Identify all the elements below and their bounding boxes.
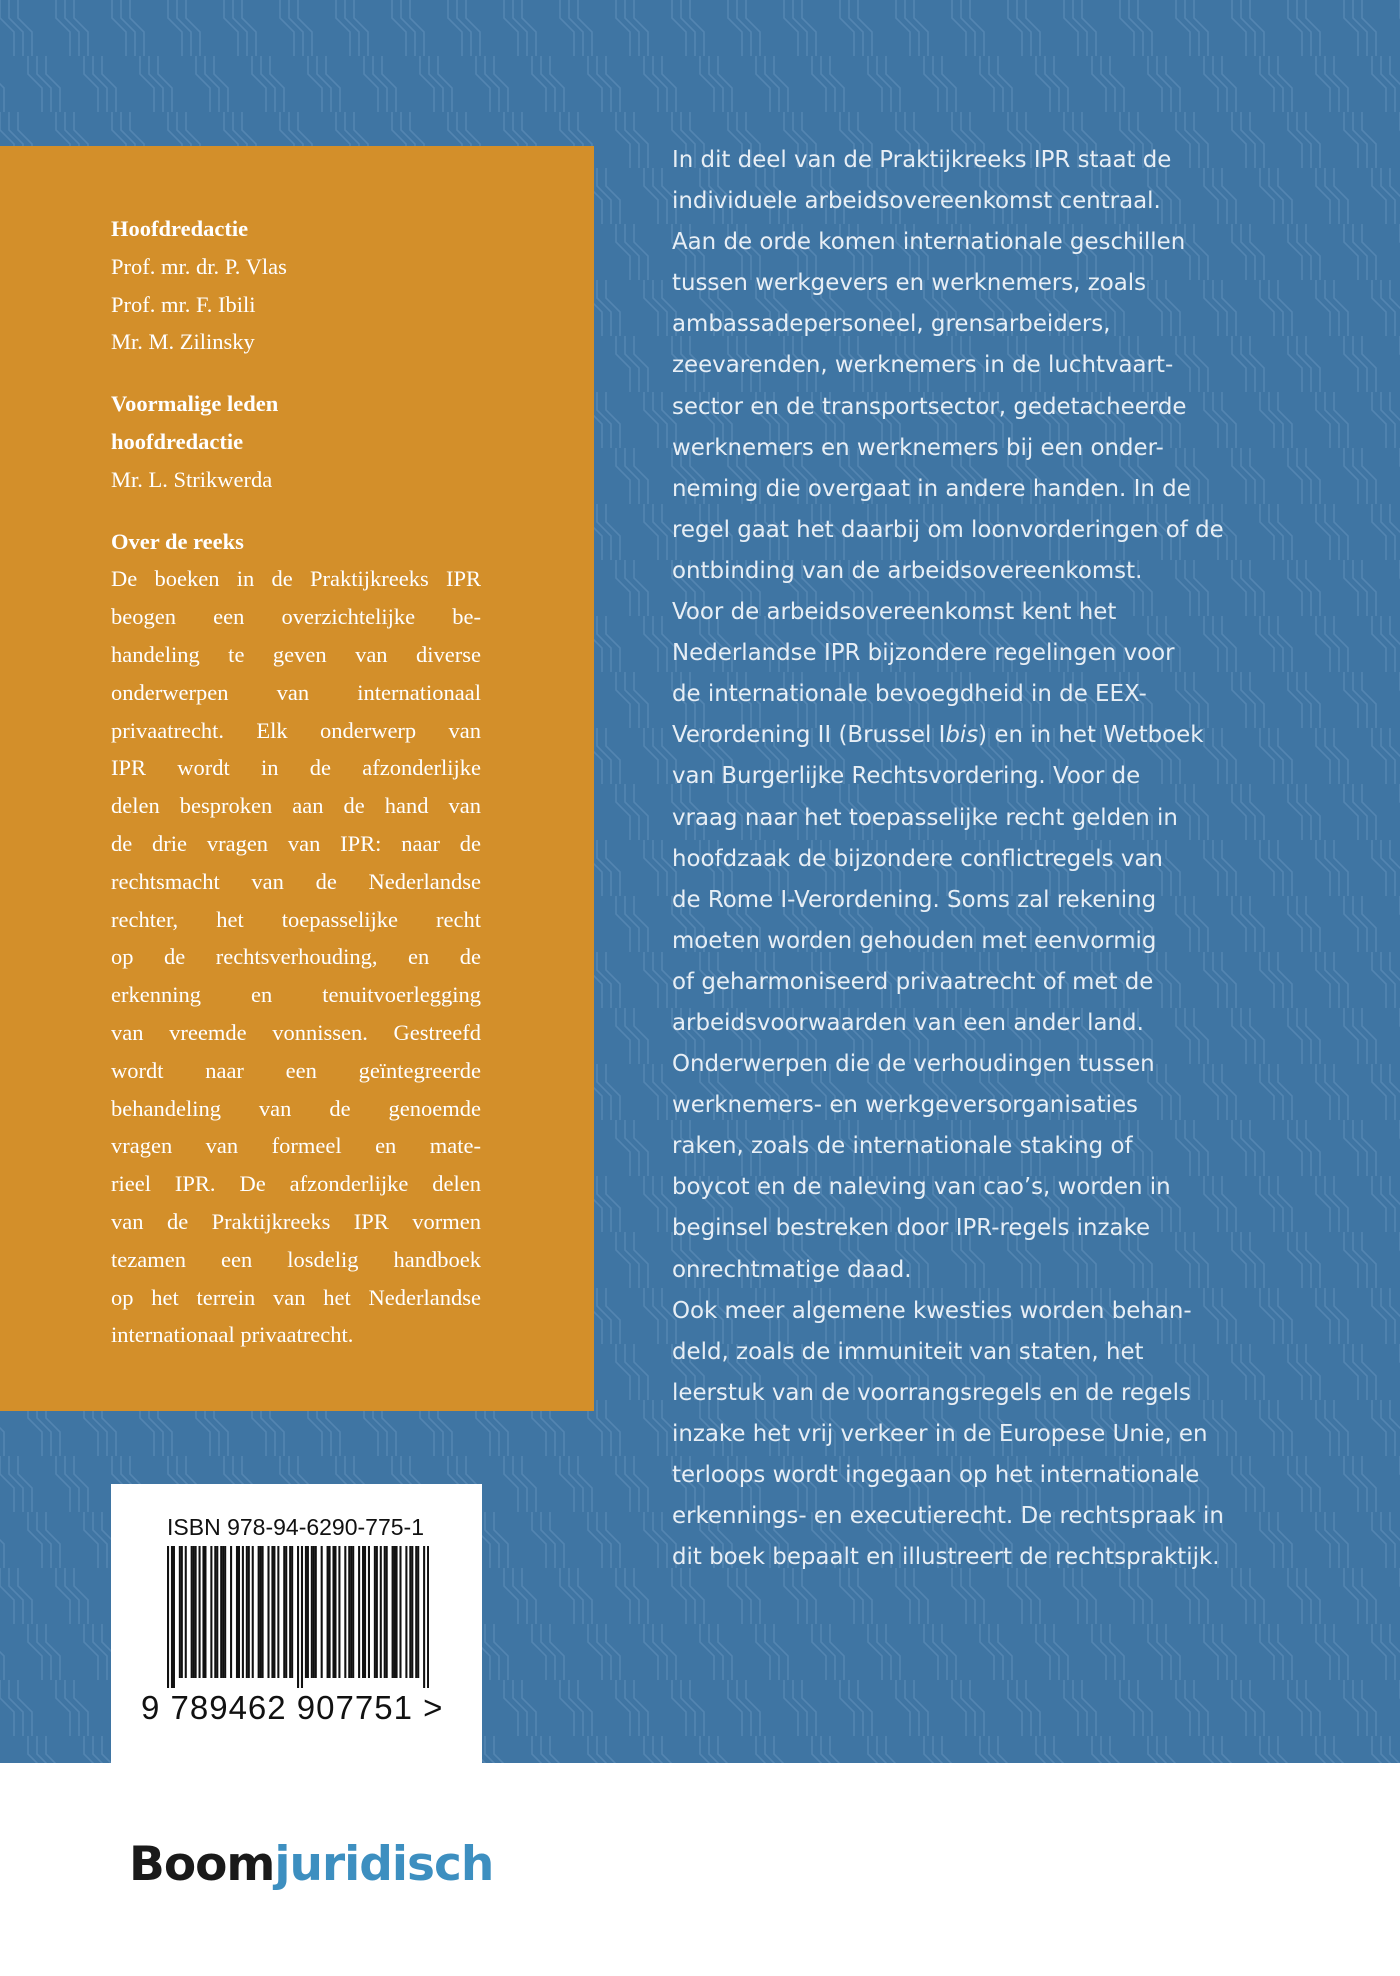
blurb-brussel-after: ) en in het Wetboek — [978, 722, 1204, 749]
blurb-line: moeten worden gehouden met eenvormig — [672, 927, 1157, 954]
publisher-logo — [129, 1837, 493, 1892]
publisher-logo-part2: juridisch — [274, 1837, 494, 1892]
editor-name: Prof. mr. F. Ibili — [111, 291, 256, 317]
blurb-line: ambassadepersoneel, grensarbeiders, — [672, 311, 1111, 338]
blurb-line: Ook meer algemene kwesties worden behan- — [672, 1297, 1192, 1324]
barcode-box — [111, 1484, 482, 1763]
publisher-logo-part1: Boom — [129, 1837, 275, 1892]
blurb-line: Onderwerpen die de verhoudingen tussen — [672, 1051, 1155, 1078]
blurb-line — [672, 715, 1312, 756]
series-line: vragen van formeel en mate- — [111, 1133, 481, 1159]
series-line: delen besproken aan de hand van — [111, 793, 481, 819]
blurb-line: onrechtmatige daad. — [672, 1256, 912, 1283]
editors-heading: Hoofdredactie — [111, 216, 249, 241]
former-member-name: Mr. L. Strikwerda — [111, 466, 273, 492]
blurb-line: sector en de transportsector, gedetacheerde — [672, 393, 1187, 420]
blurb-text — [672, 140, 1312, 1578]
series-line: IPR wordt in de afzonderlijke — [111, 755, 481, 781]
blurb-line: deld, zoals de immuniteit van staten, het — [672, 1338, 1144, 1365]
blurb-line: werknemers- en werkgeversorganisaties — [672, 1092, 1138, 1119]
series-line: behandeling van de genoemde — [111, 1095, 481, 1121]
series-section — [111, 523, 481, 1355]
series-line: rechtsmacht van de Nederlandse — [111, 868, 481, 894]
blurb-line: Aan de orde komen internationale geschillen — [672, 229, 1186, 256]
series-line: op het terrein van het Nederlandse — [111, 1284, 481, 1310]
series-line: beogen een overzichtelijke be- — [111, 604, 481, 630]
blurb-line: Voor de arbeidsovereenkomst kent het — [672, 599, 1117, 626]
blurb-line: de internationale bevoegdheid in de EEX- — [672, 681, 1147, 708]
former-heading-line: Voormalige leden — [111, 391, 279, 417]
series-description — [111, 560, 481, 1354]
blurb-line: erkennings- en executierecht. De rechtspraak in — [672, 1503, 1224, 1530]
series-line: rieel IPR. De afzonderlijke delen — [111, 1171, 481, 1197]
blurb-line: boycot en de naleving van cao’s, worden in — [672, 1174, 1171, 1201]
blurb-line: dit boek bepaalt en illustreert de rechtspraktijk. — [672, 1544, 1220, 1571]
series-line: op de rechtsverhouding, en de — [111, 944, 481, 970]
editorial-panel — [0, 146, 594, 1411]
editor-name: Prof. mr. dr. P. Vlas — [111, 253, 287, 279]
blurb-brussel-before: Verordening II (Brussel I — [672, 722, 946, 749]
series-line: tezamen een losdelig handboek — [111, 1246, 481, 1272]
blurb-line: arbeidsvoorwaarden van een ander land. — [672, 1009, 1144, 1036]
series-line: internationaal privaatrecht. — [111, 1322, 354, 1348]
blurb-line: hoofdzaak de bijzondere conflictregels van — [672, 845, 1163, 872]
series-line: erkenning en tenuitvoerlegging — [111, 982, 481, 1008]
blurb-line: individuele arbeidsovereenkomst centraal. — [672, 188, 1161, 215]
series-line: wordt naar een geïntegreerde — [111, 1057, 481, 1083]
blurb-line: zeevarenden, werknemers in de luchtvaart- — [672, 352, 1174, 379]
series-line: van vreemde vonnissen. Gestreefd — [111, 1019, 481, 1045]
series-line: onderwerpen van internationaal — [111, 679, 481, 705]
series-line: de drie vragen van IPR: naar de — [111, 830, 481, 856]
series-heading: Over de reeks — [111, 528, 244, 554]
blurb-line: regel gaat het daarbij om loonvorderingen of de — [672, 516, 1224, 543]
blurb-line: Nederlandse IPR bijzondere regelingen voor — [672, 640, 1175, 667]
series-line: privaatrecht. Elk onderwerp van — [111, 717, 481, 743]
blurb-part-1 — [672, 140, 1312, 715]
blurb-line: terloops wordt ingegaan op het internationale — [672, 1462, 1200, 1488]
editors-section — [111, 210, 481, 361]
former-heading-line: hoofdredactie — [111, 428, 244, 454]
blurb-line: raken, zoals de internationale staking of — [672, 1133, 1133, 1160]
editorial-content — [111, 210, 481, 1378]
blurb-line: van Burgerlijke Rechtsvordering. Voor de — [672, 763, 1141, 790]
former-members-heading — [111, 385, 481, 461]
blurb-line: beginsel bestreken door IPR-regels inzake — [672, 1215, 1151, 1242]
series-line: handeling te geven van diverse — [111, 641, 481, 667]
blurb-line: tussen werkgevers en werknemers, zoals — [672, 270, 1147, 297]
blurb-line: inzake het vrij verkeer in de Europese Unie, en — [672, 1420, 1208, 1447]
blurb-line: ontbinding van de arbeidsovereenkomst. — [672, 557, 1143, 584]
blurb-line: neming die overgaat in andere handen. In de — [672, 475, 1191, 502]
editor-name: Mr. M. Zilinsky — [111, 329, 255, 355]
blurb-line: leerstuk van de voorrangsregels en de regels — [672, 1379, 1191, 1406]
series-line: De boeken in de Praktijkreeks IPR — [111, 566, 481, 592]
barcode-digits: 9 789462 907751 > — [141, 1689, 444, 1726]
blurb-line: werknemers en werknemers bij een onder- — [672, 434, 1164, 461]
series-line: van de Praktijkreeks IPR vormen — [111, 1208, 481, 1234]
blurb-line: of geharmoniseerd privaatrecht of met de — [672, 968, 1154, 995]
former-members-section — [111, 385, 481, 498]
blurb-line: In dit deel van de Praktijkreeks IPR staat de — [672, 147, 1172, 173]
blurb-line: de Rome I-Verordening. Soms zal rekening — [672, 886, 1157, 913]
blurb-brussel-italic: bis — [945, 722, 979, 749]
blurb-part-2 — [672, 756, 1312, 1578]
blurb-line: vraag naar het toepasselijke recht gelden in — [672, 804, 1178, 831]
isbn-label: ISBN 978-94-6290-775-1 — [167, 1514, 424, 1540]
series-line: rechter, het toepasselijke recht — [111, 906, 481, 932]
barcode-icon — [167, 1546, 429, 1688]
